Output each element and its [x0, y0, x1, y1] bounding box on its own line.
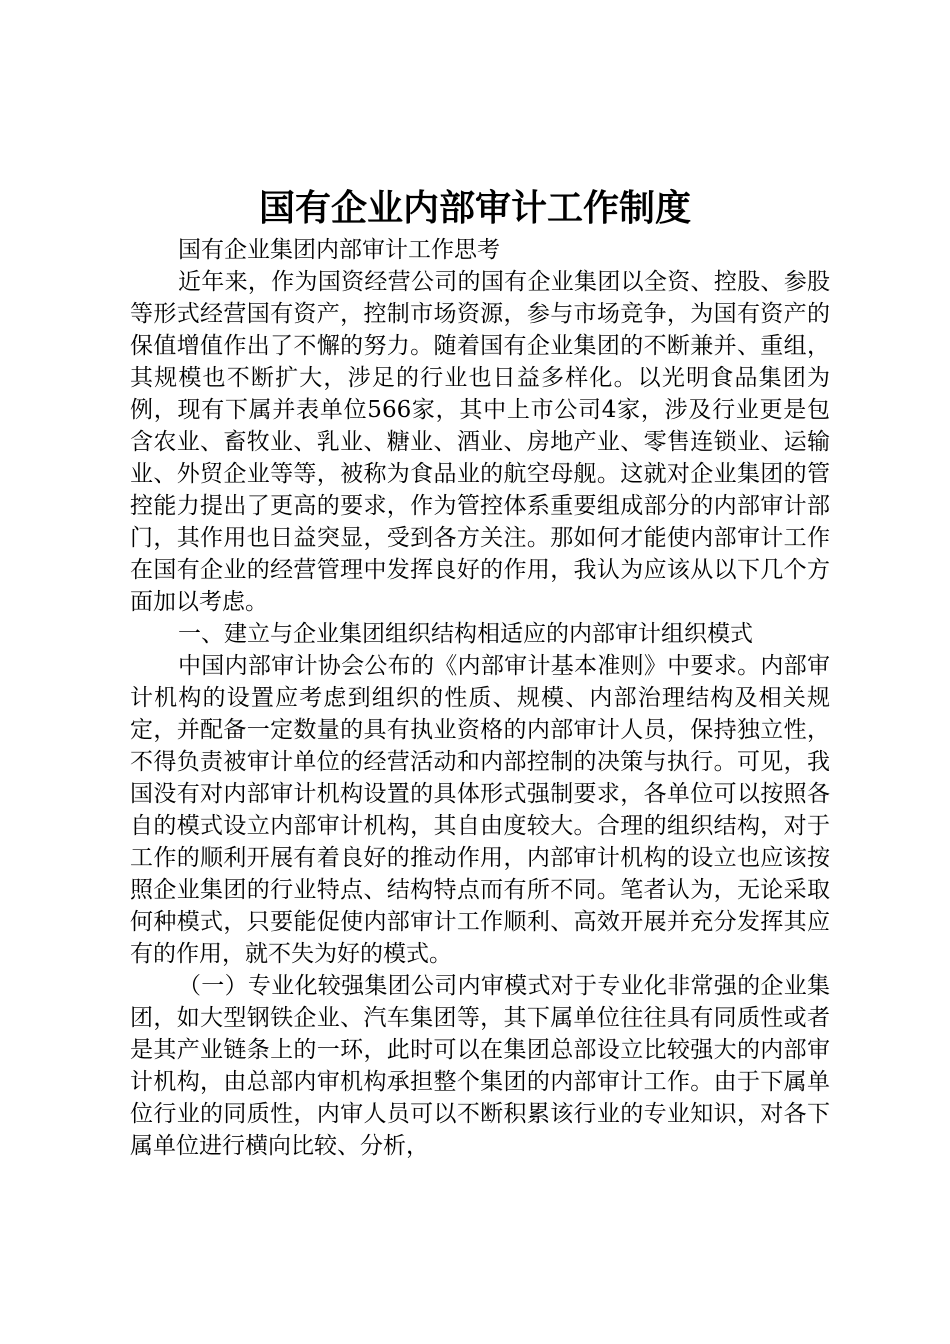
paragraph-intro: 近年来，作为国资经营公司的国有企业集团以全资、控股、参股等形式经营国有资产，控制市场资源，参与市场竞争，为国有资产的保值增值作出了不懈的努力。随着国有企业集团的不断兼并、重组，其规模也不断扩大，涉足的行业也日益多样化。以光明食品集团为例，现有下属并表单位566家，其中上市公司4家，涉及行业更是包含农业、畜牧业、乳业、糖业、酒业、房地产业、零售连锁业、运输业、外贸企业等等，被称为食品业的航空母舰。这就对企业集团的管控能力提出了更高的要求，作为管控体系重要组成部分的内部审计部门，其作用也日益突显，受到各方关注。那如何才能使内部审计工作在国有企业的经营管理中发挥良好的作用，我认为应该从以下几个方面加以考虑。 — [130, 269, 830, 615]
document-title: 国有企业内部审计工作制度 — [258, 187, 691, 229]
paragraph-subsection-1: （一）专业化较强集团公司内审模式对于专业化非常强的企业集团，如大型钢铁企业、汽车集团等，其下属单位往往具有同质性或者是其产业链条上的一环，此时可以在集团总部设立比较强大的内部审计机构，由总部内审机构承担整个集团的内部审计工作。由于下属单位行业的同质性，内审人员可以不断积累该行业的专业知识，对各下属单位进行横向比较、分析， — [130, 973, 830, 1159]
paragraph-standards: 中国内部审计协会公布的《内部审计基本准则》中要求。内部审计机构的设置应考虑到组织的性质、规模、内部治理结构及相关规定，并配备一定数量的具有执业资格的内部审计人员，保持独立性，不得负责被审计单位的经营活动和内部控制的决策与执行。可见，我国没有对内部审计机构设置的具体形式强制要求，各单位可以按照各自的模式设立内部审计机构，其自由度较大。合理的组织结构，对于工作的顺利开展有着良好的推动作用，内部审计机构的设立也应该按照企业集团的行业特点、结构特点而有所不同。笔者认为，无论采取何种模式，只要能促使内部审计工作顺利、高效开展并充分发挥其应有的作用，就不失为好的模式。 — [130, 653, 830, 967]
paragraph-subtitle: 国有企业集团内部审计工作思考 — [178, 237, 500, 263]
document-body — [130, 234, 830, 1162]
paragraph-heading-1: 一、建立与企业集团组织结构相适应的内部审计组织模式 — [178, 621, 753, 647]
